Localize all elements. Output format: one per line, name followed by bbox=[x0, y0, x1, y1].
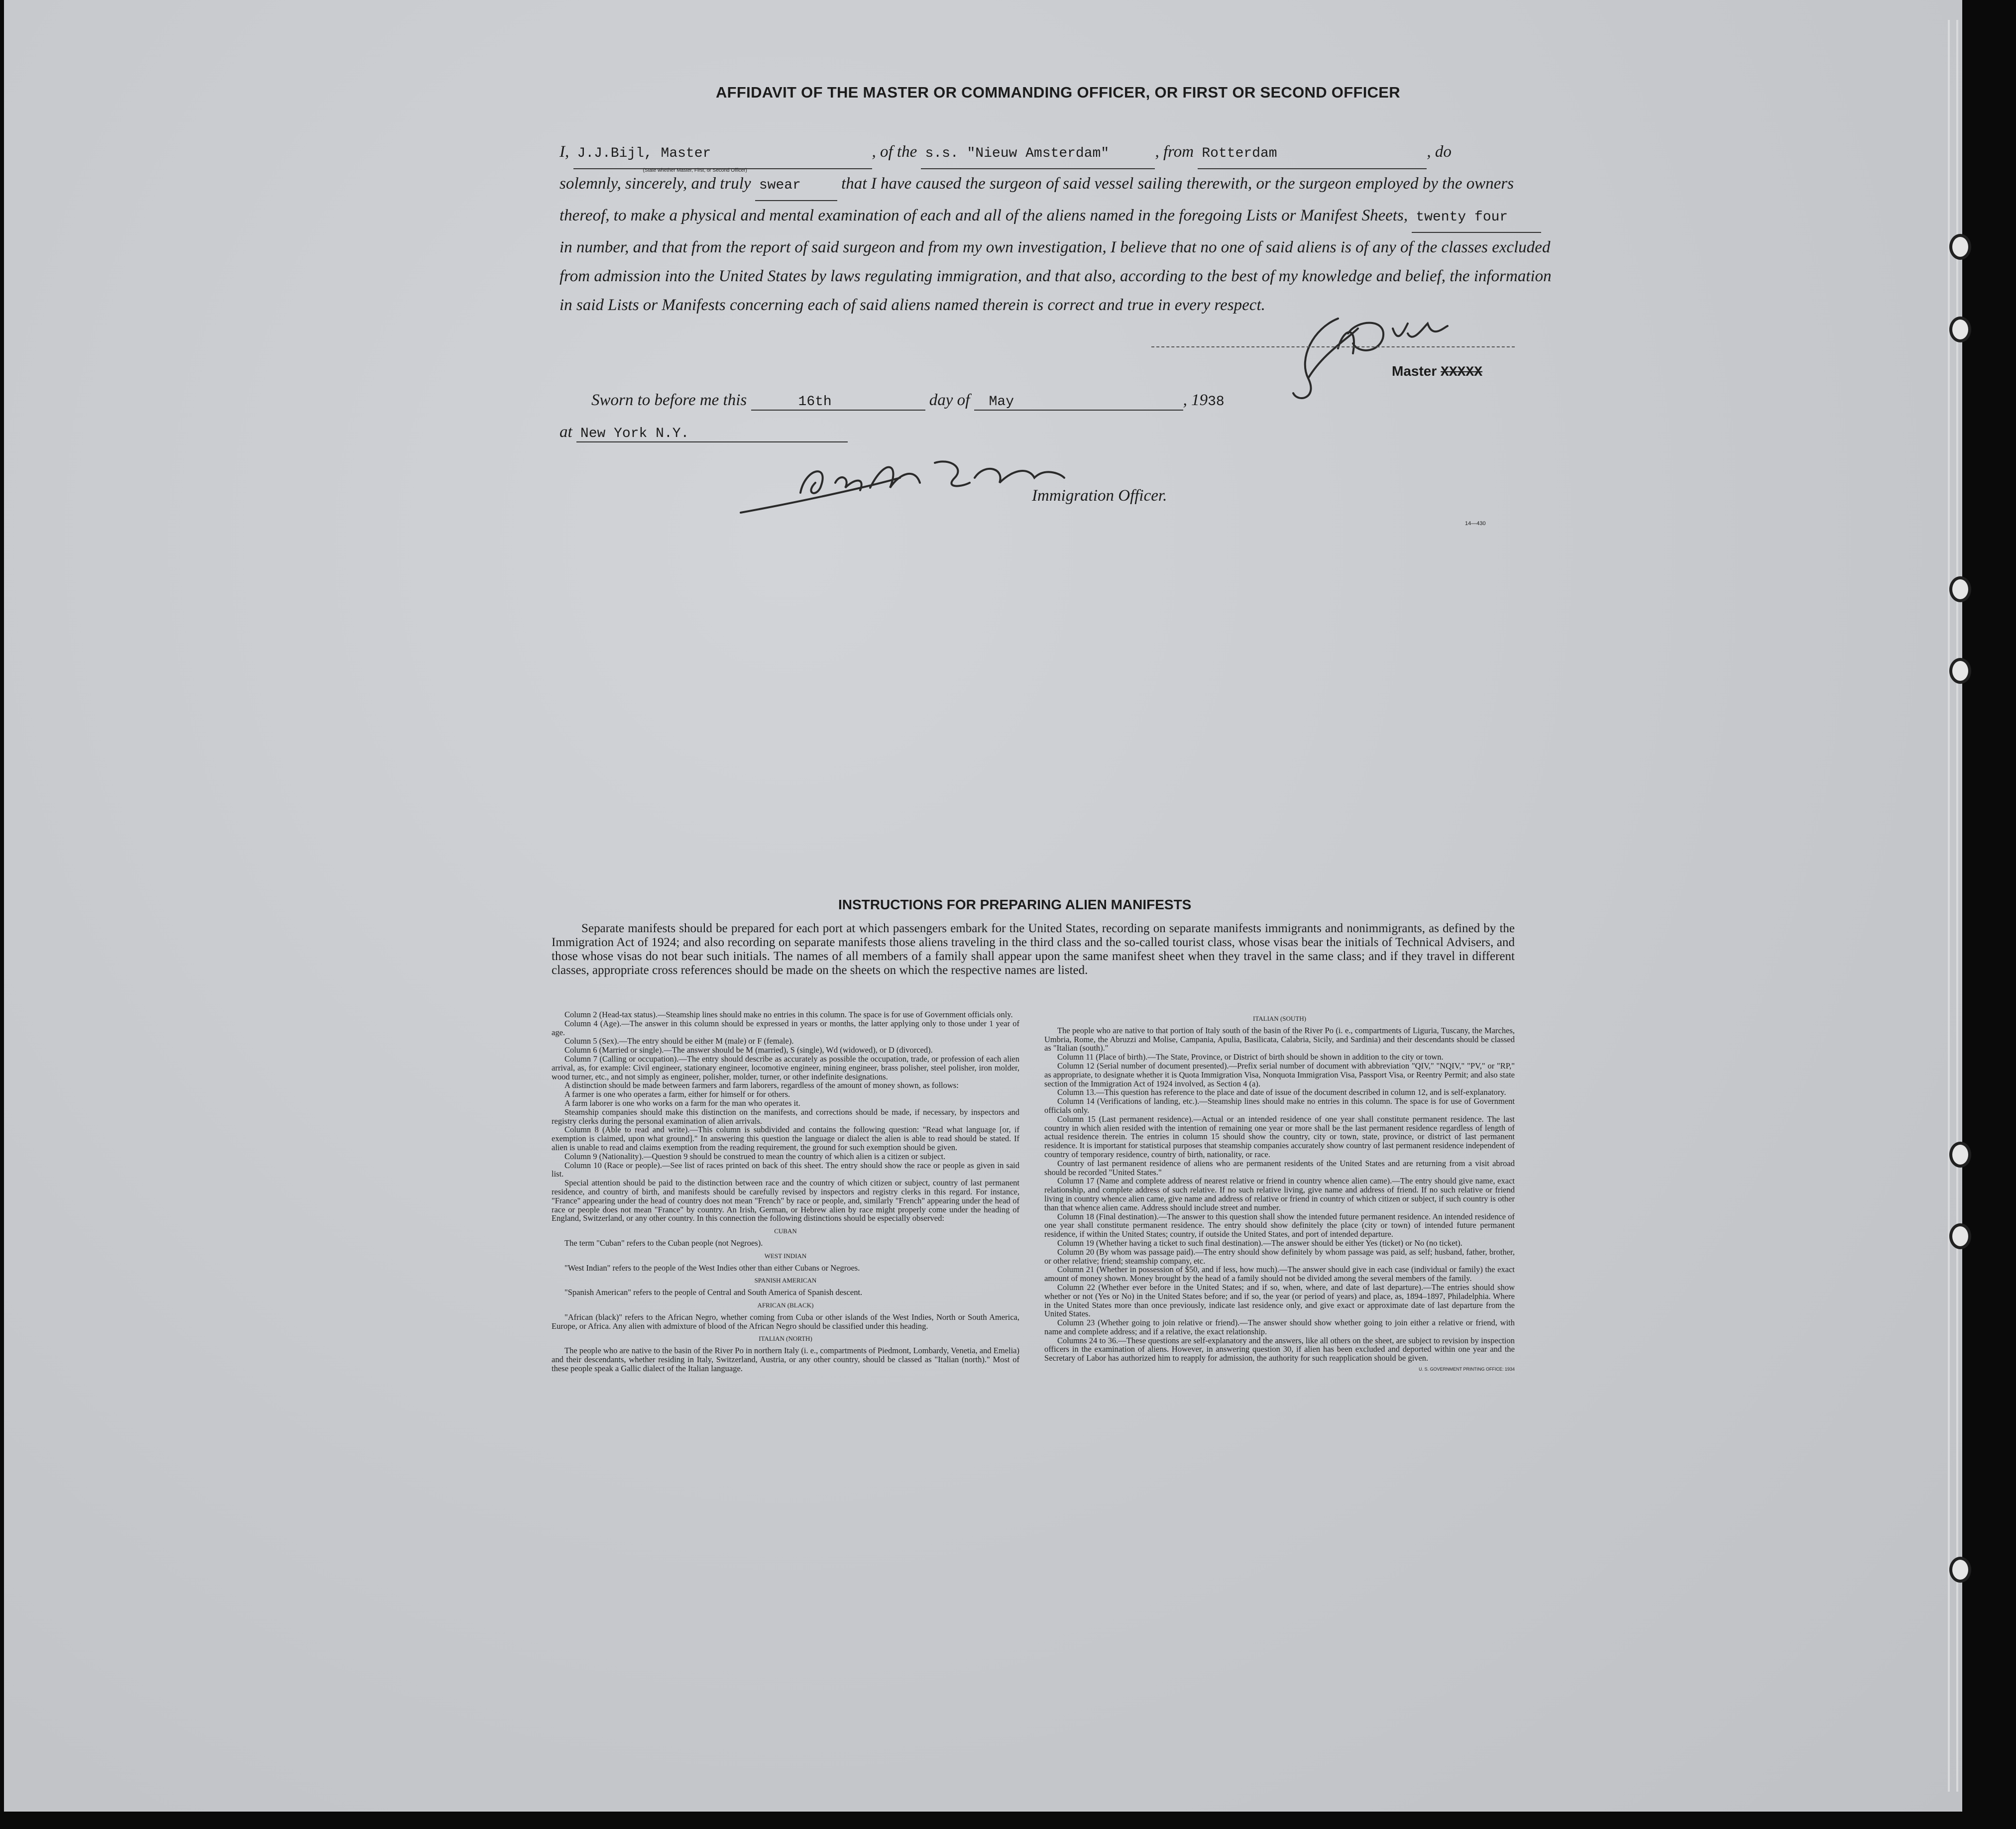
page-edge bbox=[1956, 20, 1958, 1792]
instruction-paragraph: Column 15 (Last permanent residence).—Actual or an intended residence of one year shall constitute permanent residence. The last country in which alien resided with the intention of remaining one year or more shall be the last permanent residence regardless of length of actual residence therein. The entries in column 15 should show the country, city or town, state, province, or district of last permanent residence. It is important for statistical purposes that steamship companies accurately show country of last permanent residence independent of country of temporary residence, country of birth, nationality, or race. bbox=[1044, 1114, 1515, 1159]
instruction-paragraph: Column 20 (By whom was passage paid).—The entry should show definitely by whom passage was paid, as self; husband, father, brother, or other relative; friend; steamship company, etc. bbox=[1044, 1247, 1515, 1266]
document-page bbox=[4, 0, 1962, 1812]
sworn-prefix: Sworn to before me this bbox=[591, 391, 747, 409]
at-label: at bbox=[560, 423, 572, 441]
form-number: 14—430 bbox=[1465, 521, 1486, 527]
instruction-paragraph: Column 2 (Head-tax status).—Steamship lines should make no entries in this column. The space is for use of Government officials only. bbox=[564, 1010, 1013, 1019]
section-heading-african: AFRICAN (BLACK) bbox=[757, 1301, 814, 1309]
sworn-year-field: 38 bbox=[1208, 394, 1225, 410]
location-line bbox=[560, 423, 848, 442]
binder-hole bbox=[1949, 1223, 1971, 1249]
instruction-paragraph: Column 6 (Married or single).—The answer should be M (married), S (single), Wd (widowed), or D (divorced). bbox=[564, 1045, 933, 1055]
master-signature bbox=[1278, 299, 1517, 408]
instruction-paragraph: Column 10 (Race or people).—See list of races printed on back of this sheet. The entry should show the race or people as given in said list. bbox=[552, 1160, 1019, 1179]
instruction-paragraph: A distinction should be made between farmers and farm laborers, regardless of the amount of money shown, as follows: bbox=[564, 1080, 959, 1090]
instruction-paragraph: Country of last permanent residence of aliens who are permanent residents of the United States and are returning from a visit abroad should be recorded "United States." bbox=[1044, 1158, 1515, 1177]
master-title-label: Master bbox=[1392, 363, 1437, 379]
solemnly-text: solemnly, sincerely, and truly bbox=[560, 175, 751, 193]
section-heading-spanish-american: SPANISH AMERICAN bbox=[754, 1277, 817, 1285]
instruction-paragraph: Column 21 (Whether in possession of $50, and if less, how much).—The answer should give in each case (individual or family) the exact amount of money shown. Money brought by the head of a family should not be divided among the several members of the family. bbox=[1044, 1265, 1515, 1284]
instruction-paragraph: Column 18 (Final destination).—The answer to this question shall show the intended future permanent residence. An intended residence of one year shall constitute permanent residence. The entry should show definitely the place (city or town) of intended future permanent residence, if within the United States; country, if outside the United States, and port of intended departure. bbox=[1044, 1211, 1515, 1239]
binder-hole bbox=[1949, 234, 1971, 260]
binder-hole bbox=[1949, 1557, 1971, 1583]
instruction-paragraph: Column 8 (Able to read and write).—This column is subdivided and contains the following question: "Read what language [or, if exemption is claimed, upon what ground]." In answering this question the language or dialect the alien is able to read should be stated. If alien is unable to read and claims exemption from the reading requirement, the ground for such exemption should be given. bbox=[552, 1125, 1019, 1152]
instruction-paragraph: A farm laborer is one who works on a farm for the man who operates it. bbox=[564, 1098, 800, 1108]
section-text-west-indian: "West Indian" refers to the people of the West Indies other than either Cubans or Negroes. bbox=[564, 1263, 860, 1273]
affidavit-prefix: I, bbox=[560, 143, 569, 161]
instruction-paragraph: Column 14 (Verifications of landing, etc.).—Steamship lines should make no entries in this column. The space is for use of Government officials only. bbox=[1044, 1096, 1515, 1115]
location-field: New York N.Y. bbox=[576, 426, 848, 442]
instruction-paragraph: Steamship companies should make this distinction on the manifests, and corrections should be made, if necessary, by inspectors and registry clerks during the personal examination of alien arrivals. bbox=[552, 1107, 1019, 1126]
affidavit-text-a: that I have caused the surgeon of said vessel sailing therewith, or the surgeon employed by the owners thereof, to make a physical and mental examination of each and all of the aliens named in the foregoing Lists or Manifest Sheets, bbox=[560, 175, 1514, 224]
instruction-paragraph: Column 22 (Whether ever before in the United States; and if so, when, where, and date of last departure).—The entries should show whether or not (Yes or No) in the United States before; and if so, the year (or period of years) and place, as, 1894–1897, Philadelphia. Where in the United States more than once previously, indicate last residence only, and give exact or approximate date of last departure from the United States. bbox=[1044, 1282, 1515, 1319]
binder-hole bbox=[1949, 317, 1971, 342]
instruction-paragraph: Column 9 (Nationality).—Question 9 should be construed to mean the country of which alien is a citizen or subject. bbox=[564, 1151, 946, 1161]
binder-hole bbox=[1949, 576, 1971, 602]
vessel-field: s.s. "Nieuw Amsterdam" bbox=[921, 139, 1155, 169]
instruction-paragraph: Column 23 (Whether going to join relative or friend).—The answer should show whether going to join either a relative or friend, with name and complete address; and if a relative, the exact relationship. bbox=[1044, 1318, 1515, 1336]
page-edge bbox=[1948, 20, 1950, 1792]
sheet-count-field: twenty four bbox=[1412, 203, 1541, 233]
binder-hole bbox=[1949, 1142, 1971, 1168]
section-text-african: "African (black)" refers to the African Negro, whether coming from Cuba or other islands of the West Indies, North or South America, Europe, or Africa. Any alien with admixture of blood of the African Negro should be classified under this heading. bbox=[552, 1312, 1019, 1331]
immigration-officer-label: Immigration Officer. bbox=[1032, 487, 1167, 505]
instruction-paragraph: Column 5 (Sex).—The entry should be either M (male) or F (female). bbox=[564, 1036, 794, 1046]
binder-hole bbox=[1949, 658, 1971, 684]
section-text-cuban: The term "Cuban" refers to the Cuban people (not Negroes). bbox=[564, 1238, 763, 1248]
affidavit-body bbox=[560, 137, 1555, 320]
sworn-line bbox=[591, 391, 1225, 411]
instruction-paragraph: Column 12 (Serial number of document presented).—Prefix serial number of document with abbreviation "QIV," "NQIV," "PV," or "RP," as appropriate, to designate whether it is Quota Immigration Visa, Nonquota Immigration Visa, Passport Visa, or Reentry Permit; and also state section of the Immigration Act of 1924 involved, as Section 4 (a). bbox=[1044, 1061, 1515, 1088]
instruction-paragraph: Column 13.—This question has reference to the place and date of issue of the document described in column 12, and is self-explanatory. bbox=[1057, 1087, 1506, 1097]
instructions-intro: Separate manifests should be prepared for each port at which passengers embark for the United States, recording on separate manifests immigrants and nonimmigrants, as defined by the Immigration Act of 1924; and also recording on separate manifests those aliens traveling in the third class and the so-called tourist class, whose visas bear the initials of Technical Advisers, and those whose visas do not bear such initials. The names of all members of a family shall appear upon the same manifest sheet when they travel in the same class; and if they travel in different classes, appropriate cross references should be made on the sheets on which the respective names are listed. bbox=[552, 922, 1515, 977]
master-signature-line bbox=[1151, 346, 1515, 347]
of-the-label: , of the bbox=[872, 143, 917, 161]
instruction-paragraph: The people who are native to that portion of Italy south of the basin of the River Po (i. e., compartments of Liguria, Tuscany, the Marches, Umbria, Rome, the Abruzzi and Molise, Campania, Apulia, Basilicata, Calabria, Sicily, and Sardinia) and their descendants should be classed as "Italian (south)." bbox=[1044, 1025, 1515, 1053]
master-struck-title: XXXXX bbox=[1441, 365, 1483, 380]
instruction-paragraph: Special attention should be paid to the distinction between race and the country of which citizen or subject, country of last permanent residence, and country of birth, and manifests should be carefully revised by inspectors and registry clerks in this regard. For instance, "France" appearing under the head of country does not mean "French" by race or people, and, similarly "French" appearing under the head of race or people does not mean "France" by country. An Irish, German, or Hebrew alien by race might properly come under the heading of England, Switzerland, or any other country. In this connection the following distinctions should be especially observed: bbox=[552, 1178, 1019, 1223]
instruction-paragraph: Column 4 (Age).—The answer in this column should be expressed in years or months, the latter applying only to those under 1 year of age. bbox=[552, 1018, 1019, 1037]
affidavit-line-2 bbox=[560, 169, 1555, 320]
instruction-paragraph: Column 19 (Whether having a ticket to such final destination).—The answer should be either Yes (ticket) or No (no ticket). bbox=[1057, 1238, 1462, 1248]
instruction-paragraph: Column 11 (Place of birth).—The State, Province, or District of birth should be shown in addition to the city or town. bbox=[1057, 1052, 1444, 1062]
instruction-paragraph: Column 7 (Calling or occupation).—The entry should describe as accurately as possible the occupation, trade, or profession of each alien arrival, as, for example: Civil engineer, stationary engineer, locomotive engineer, mining engineer, brass polisher, steel polisher, iron molder, wood turner, etc., and not simply as engineer, polisher, molder, turner, or other indefinite designations. bbox=[552, 1054, 1019, 1081]
officer-rank-hint: (State whether Master, First, or Second Officer) bbox=[643, 168, 747, 173]
instructions-title: INSTRUCTIONS FOR PREPARING ALIEN MANIFESTS bbox=[838, 897, 1192, 912]
master-title bbox=[1392, 363, 1482, 380]
do-label: , do bbox=[1427, 143, 1452, 161]
printing-office-text: U. S. GOVERNMENT PRINTING OFFICE: 1934 bbox=[1419, 1367, 1515, 1372]
section-heading-west-indian: WEST INDIAN bbox=[764, 1252, 807, 1260]
port-field: Rotterdam bbox=[1198, 139, 1427, 169]
instruction-paragraph: Column 17 (Name and complete address of nearest relative or friend in country whence alien came).—The entry should give name, exact relationship, and complete address of such relative. If no such relative living, give name and address of friend. If no such relative or friend living in country whence alien came, give name and address of relative or friend in country of which citizen or subject, if such country is other than that whence alien came. Address should include street and number. bbox=[1044, 1176, 1515, 1212]
from-label: , from bbox=[1155, 143, 1194, 161]
sworn-day-field: 16th bbox=[751, 394, 925, 411]
section-heading-cuban: CUBAN bbox=[774, 1227, 797, 1235]
oath-field: swear bbox=[755, 171, 837, 201]
officer-signature bbox=[736, 448, 1114, 523]
affidavit-line-1 bbox=[560, 137, 1555, 173]
section-text-italian-north: The people who are native to the basin of the River Po in northern Italy (i. e., compartments of Piedmont, Lombardy, Venetia, and Emelia) and their descendants, whether residing in Italy, Switzerland, Austria, or any other country, should be classed as "Italian (north)." Most of these people speak a Gallic dialect of the Italian language. bbox=[552, 1346, 1019, 1373]
section-heading-italian-north: ITALIAN (NORTH) bbox=[759, 1335, 812, 1343]
year-prefix: , 19 bbox=[1183, 391, 1208, 409]
affidavit-title: AFFIDAVIT OF THE MASTER OR COMMANDING OFFICER, OR FIRST OR SECOND OFFICER bbox=[716, 84, 1400, 101]
instructions-right-column bbox=[1044, 1010, 1515, 1374]
officer-name-field bbox=[573, 139, 872, 173]
instruction-paragraph: A farmer is one who operates a farm, either for himself or for others. bbox=[564, 1089, 790, 1099]
day-of-label: day of bbox=[929, 391, 970, 409]
officer-name-value: J.J.Bijl, Master bbox=[577, 146, 711, 161]
affidavit-text-b: in number, and that from the report of said surgeon and from my own investigation, I believe that no one of said aliens is of any of the classes excluded from admission into the United States by laws regulating immigration, and that also, according to the best of my knowledge and belief, the information in said Lists or Manifests concerning each of said aliens named therein is correct and true in every respect. bbox=[560, 238, 1552, 314]
sworn-month-field: May bbox=[974, 394, 1183, 411]
instructions-left-column bbox=[552, 1010, 1019, 1373]
printing-office-imprint bbox=[1044, 1364, 1515, 1374]
instruction-paragraph: Columns 24 to 36.—These questions are self-explanatory and the answers, like all others on the sheet, are subject to revision by inspection officers in the examination of aliens. However, in answering question 30, if alien has been excluded and deported within one year and the Secretary of Labor has authorized him to reapply for admission, the authority for such reapplication should be given. bbox=[1044, 1335, 1515, 1363]
section-text-spanish-american: "Spanish American" refers to the people of Central and South America of Spanish descent. bbox=[564, 1288, 863, 1297]
section-heading-italian-south: ITALIAN (SOUTH) bbox=[1253, 1015, 1306, 1022]
